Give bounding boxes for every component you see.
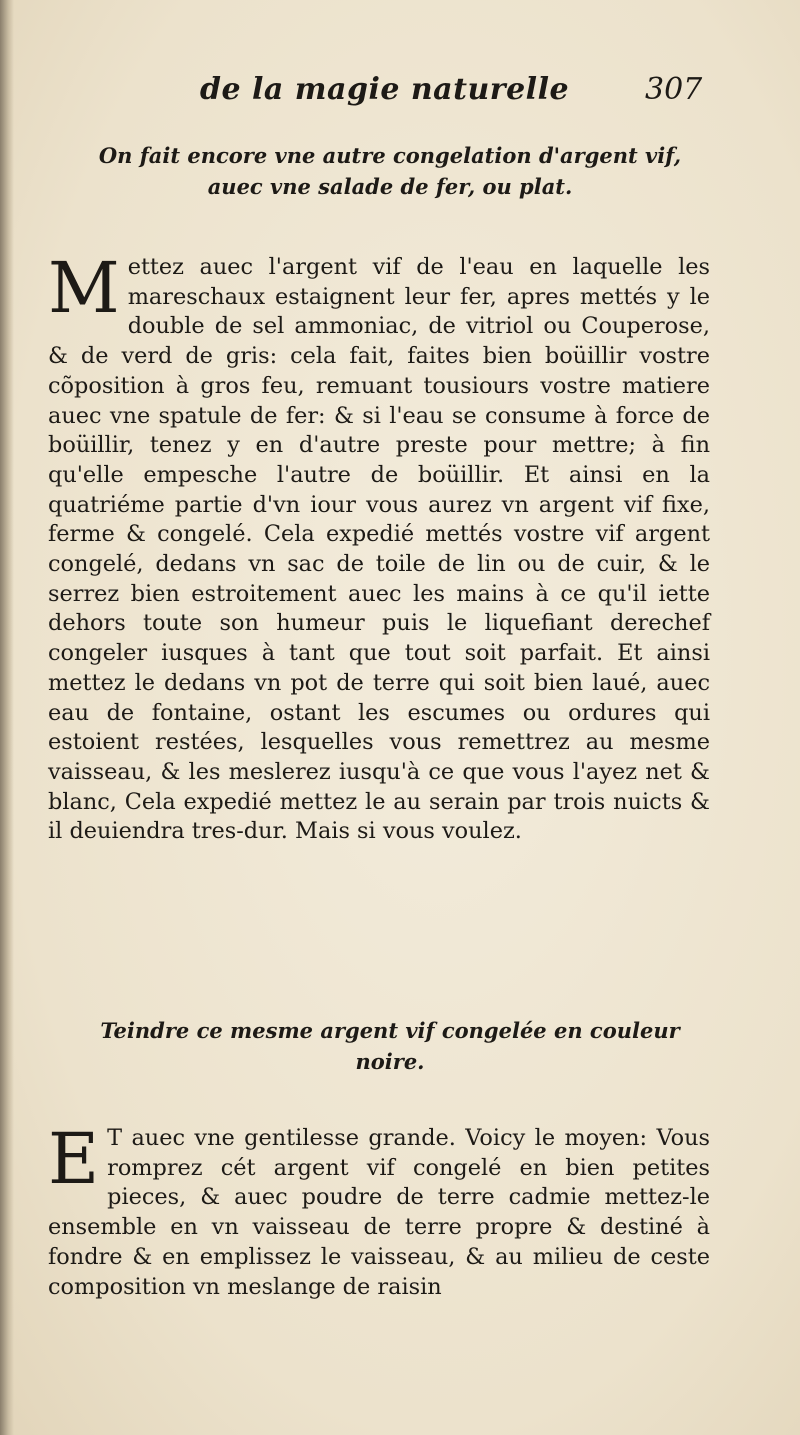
paragraph-congelation: Mettez auec l'argent vif de l'eau en laquelle les mareschaux estaignent leur fer, apres mettés y le double de sel ammoniac, de vitriol ou Couperose, & de verd de gris: cela fait, faites bien boüillir vostre cõposition à gros feu, remuant tousiours vostre matiere auec vne spatule de fer: & si l'eau se consume à force de boüillir, tenez y en d'autre preste pour mettre; à fin qu'elle empesche l'autre de boüillir. Et ainsi en la quatriéme partie d'vn iour vous aurez vn argent vif fixe, ferme & congelé. Cela expedié mettés vostre vif argent congelé, dedans vn sac de toile de lin ou de cuir, & le serrez bien estroitement auec les mains à ce qu'il iette dehors toute son humeur puis le liquefiant derechef congeler iusques à tant que tout soit parfait. Et ainsi mettez le dedans vn pot de terre qui soit bien laué, auec eau de fontaine, ostant les escumes ou ordures qui estoient restées, lesquelles vous remettrez au mesme vaisseau, & les meslerez iusqu'à ce que vous l'ayez net & blanc, Cela expedié mettez le au serain par trois nuicts & il deuiendra tres-dur. Mais si vous voulez. bbox=[48, 247, 710, 845]
running-head: de la magie naturelle bbox=[200, 72, 570, 107]
page-gutter-shadow bbox=[0, 0, 14, 1435]
section-title-congelation: On fait encore vne autre congelation d'argent vif, auec vne salade de fer, ou plat. bbox=[98, 143, 682, 199]
page-number: 307 bbox=[645, 72, 703, 107]
section-title-teindre: Teindre ce mesme argent vif congelée en couleur noire. bbox=[100, 1018, 680, 1074]
paragraph-teindre: ET auec vne gentilesse grande. Voicy le moyen: Vous romprez cét argent vif congelé en bien petites pieces, & auec poudre de terre cadmie mettez-le ensemble en vn vaisseau de terre propre & destiné à fondre & en emplissez le vaisseau, & au milieu de ceste composition vn meslange de raisin bbox=[48, 1118, 710, 1300]
page-header bbox=[0, 72, 800, 112]
